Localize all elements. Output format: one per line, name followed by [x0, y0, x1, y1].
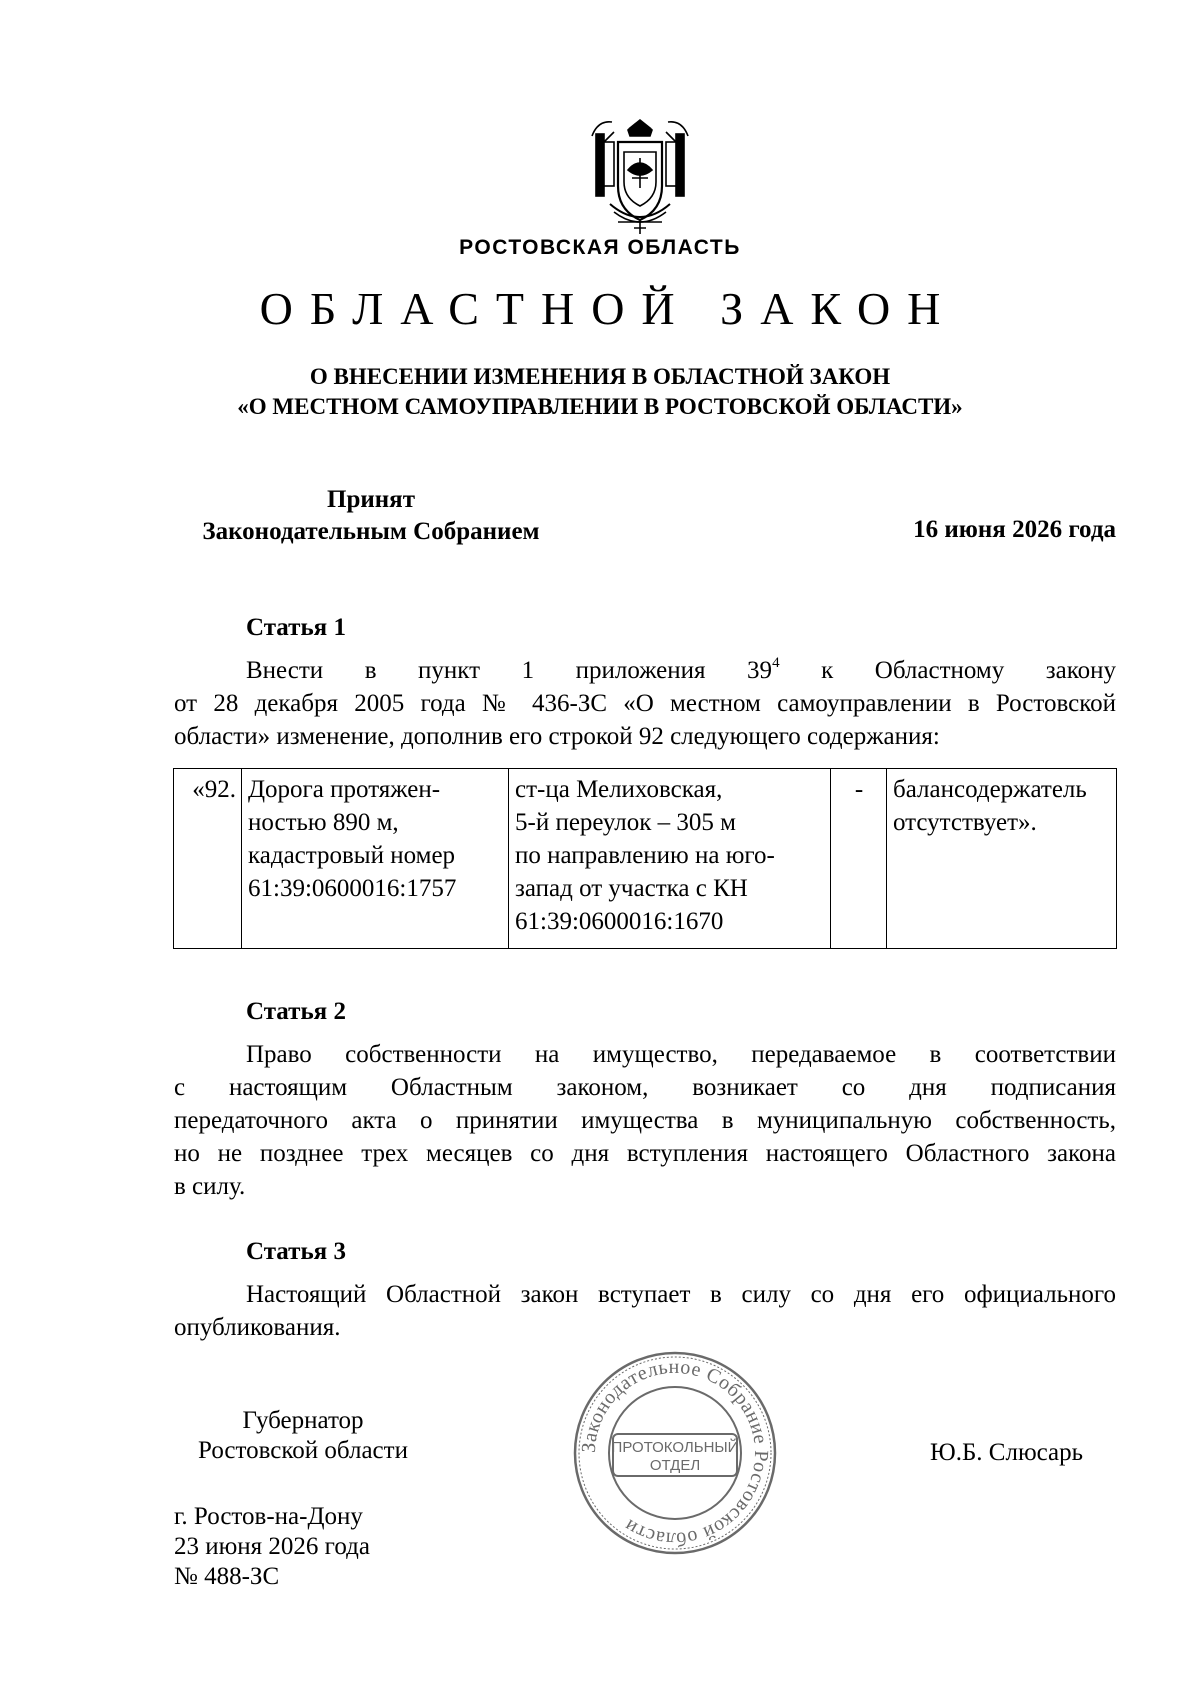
text-line: передаточного акта о принятии имущества в муниципальную собственность,	[174, 1107, 1116, 1134]
article-3-heading: Статья 3	[246, 1238, 346, 1265]
article-1-heading: Статья 1	[246, 614, 346, 641]
adoption-date: 16 июня 2026 года	[913, 516, 1116, 543]
text-line: от 28 декабря 2005 года № 436-ЗС «О местном самоуправлении в Ростовской	[174, 690, 1116, 717]
city: г. Ростов-на-Дону	[174, 1503, 363, 1530]
adopted-label: Принят	[327, 486, 415, 513]
article-1-text	[174, 654, 1116, 753]
stamp-ring-text: Законодательное Собрание Ростовской области	[577, 1355, 773, 1551]
amendment-table	[173, 768, 1117, 949]
text-line: но не позднее трех месяцев со дня вступления настоящего Областного закона	[174, 1140, 1116, 1167]
text-line: Внести в пункт 1 приложения $39^4$ к Областному закону	[246, 654, 1117, 684]
superscript: 4	[772, 654, 780, 671]
text-line: с настоящим Областным законом, возникает со дня подписания	[174, 1074, 1116, 1101]
article-3-text	[174, 1278, 1116, 1344]
article-2-text	[174, 1038, 1116, 1203]
signatory-name: Ю.Б. Слюсарь	[930, 1439, 1084, 1466]
holder-cell: балансодержатель отсутствует».	[887, 769, 1117, 949]
text-line: области» изменение, дополнив его строкой 92 следующего содержания:	[174, 723, 940, 750]
stamp-center-line: ПРОТОКОЛЬНЫЙ	[611, 1439, 739, 1456]
article-2-heading: Статья 2	[246, 998, 346, 1025]
official-stamp	[570, 1348, 780, 1558]
signing-date: 23 июня 2026 года	[174, 1533, 370, 1560]
law-number: № 488-ЗС	[174, 1563, 280, 1590]
location-cell: ст-ца Мелиховская, 5-й переулок – 305 м по направлению на юго- запад от участка с КН 61:39:0600016:1670	[509, 769, 831, 949]
region-name: РОСТОВСКАЯ ОБЛАСТЬ	[459, 236, 741, 259]
stamp-center-line: ОТДЕЛ	[649, 1457, 701, 1474]
text-line: в силу.	[174, 1173, 246, 1200]
row-number-cell: «92.	[174, 769, 242, 949]
text-line: Право собственности на имущество, передаваемое в соответствии	[246, 1041, 1116, 1068]
law-subject	[0, 362, 1200, 422]
adopted-by	[176, 484, 566, 548]
text-line: Настоящий Областной закон вступает в силу со дня его официального	[246, 1281, 1116, 1308]
adopted-authority: Законодательным Собранием	[202, 518, 540, 545]
place-and-date	[174, 1502, 370, 1592]
text-line: опубликования.	[174, 1314, 341, 1341]
signatory-title: Губернатор Ростовской области	[198, 1407, 408, 1464]
table-row	[174, 769, 1117, 949]
object-cell: Дорога протяжен- ностью 890 м, кадастровый номер 61:39:0600016:1757	[242, 769, 509, 949]
law-subject-line: «О МЕСТНОМ САМОУПРАВЛЕНИИ В РОСТОВСКОЙ ОБЛАСТИ»	[237, 394, 963, 419]
coat-of-arms-icon	[588, 112, 692, 236]
document-type-title: ОБЛАСТНОЙ ЗАКОН	[259, 283, 958, 334]
law-subject-line: О ВНЕСЕНИИ ИЗМЕНЕНИЯ В ОБЛАСТНОЙ ЗАКОН	[309, 364, 891, 389]
dash-cell: -	[831, 769, 887, 949]
